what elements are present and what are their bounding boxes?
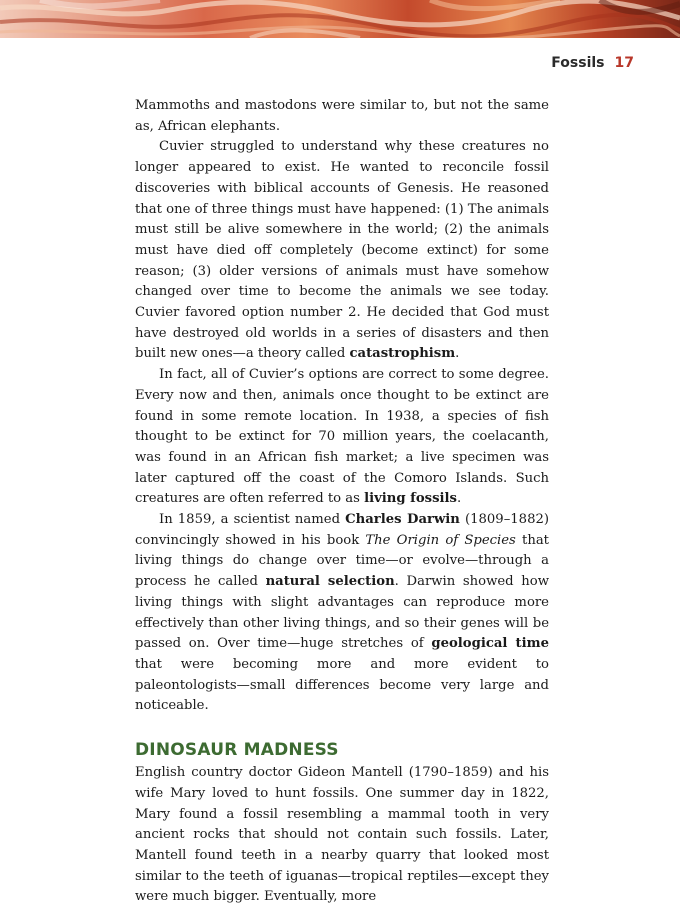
paragraph-darwin — [135, 510, 549, 717]
paragraph-darwin-d: . Darwin showed how living things with slight advantages can reproduce more effectively than other living things, and so their genes will be passed on. Over time—huge stretches of — [135, 574, 549, 652]
paragraph-cuvier-end: . — [455, 346, 460, 362]
paragraph-living-fossils-end: . — [456, 491, 462, 507]
paragraph-cuvier — [135, 137, 549, 365]
paragraph-living-fossils-text: In fact, all of Cuvier’s options are correct to some degree. Every now and then, animals once thought to be extinct are found in some remote location. In 1938, a species of fish thought to be extinct for 70 million years, the coelacanth, was found in an African fish market; a live specimen was later captured off the coast of the Comoro Islands. Such creatures are often referred to as — [135, 367, 549, 507]
header-banner-image — [0, 0, 680, 38]
paragraph-mantell: English country doctor Gideon Mantell (1790–1859) and his wife Mary loved to hunt fossils. One summer day in 1822, Mary found a fossil resembling a mammal tooth in very ancient rocks that should not contain such fossils. Later, Mantell found teeth in a nearby quarry that looked most similar to the teeth of iguanas—tropical reptiles—except they were much bigger. Eventually, more — [135, 765, 549, 905]
running-head — [551, 55, 634, 71]
paragraph-darwin-c: that living things do change over time—or evolve—through a process he called — [135, 532, 549, 590]
paragraph-cuvier-text: Cuvier struggled to understand why these creatures no longer appeared to exist. He wanted to reconcile fossil discoveries with biblical accounts of Genesis. He reasoned that one of three things must have happened: (1) The animals must still be alive somewhere in the world; (2) the animals must have died off completely (become extinct) for some reason; (3) older versions of animals must have somehow changed over time to become the animals we see today. Cuvier favored option number 2. He decided that God must have destroyed old worlds in a series of disasters and then built new ones—a theory called — [135, 139, 549, 362]
paragraph-mammoths: Mammoths and mastodons were similar to, but not the same as, African elephants. — [135, 98, 549, 134]
book-title-origin-of-species: The Origin of Species — [365, 532, 516, 548]
paragraph-darwin-b: (1809–1882) convincingly showed in his book — [135, 512, 550, 548]
section-heading-dinosaur-madness: DINOSAUR MADNESS — [135, 740, 339, 761]
page-number: 17 — [614, 55, 634, 71]
term-natural-selection: natural selection — [265, 574, 395, 590]
page-body — [135, 96, 549, 908]
term-catastrophism: catastrophism — [349, 346, 456, 362]
paragraph-darwin-a: In 1859, a scientist named — [159, 512, 346, 528]
paragraph-darwin-e: that were becoming more and more evident to paleontologists—small differences become very large and noticeable. — [135, 656, 549, 714]
running-head-title: Fossils — [551, 55, 605, 71]
name-charles-darwin: Charles Darwin — [345, 512, 460, 528]
paragraph-living-fossils — [135, 365, 549, 510]
term-geological-time: geological time — [431, 636, 549, 652]
term-living-fossils: living fossils — [364, 491, 457, 507]
